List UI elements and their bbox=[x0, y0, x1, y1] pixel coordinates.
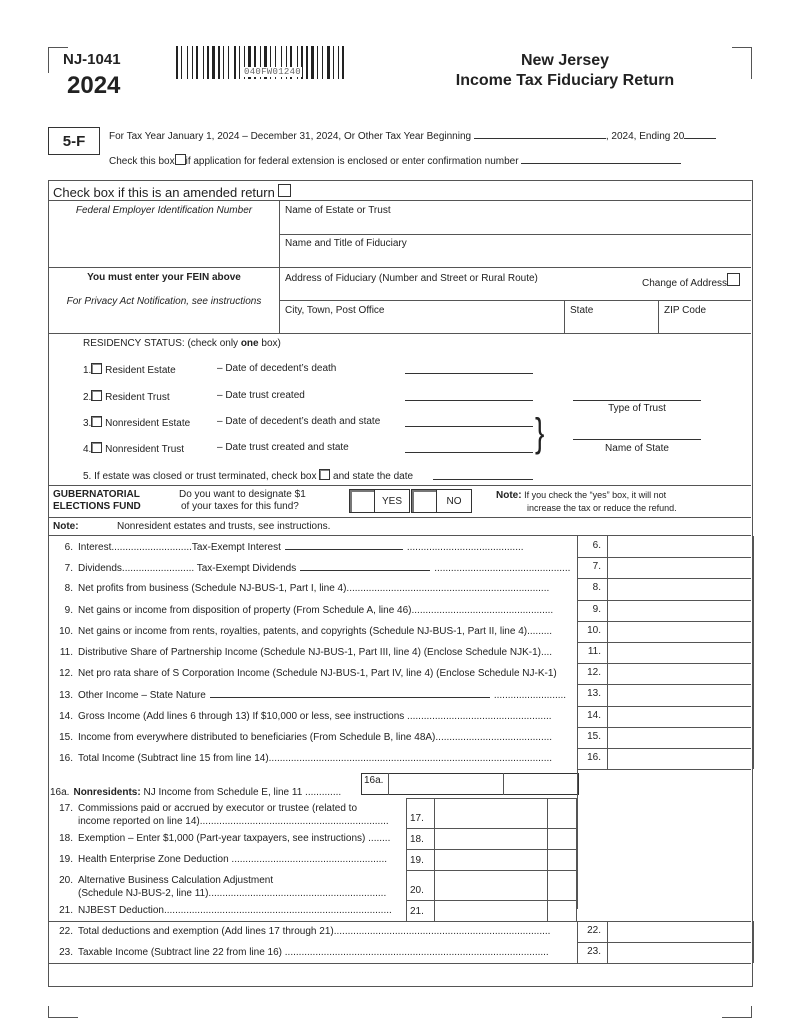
line-number: 9. bbox=[64, 604, 73, 616]
note-line2: increase the tax or reduce the refund. bbox=[527, 503, 677, 513]
beginning-date-field[interactable] bbox=[474, 130, 606, 139]
line-number-box: 15. bbox=[587, 730, 601, 742]
line-number-box: 19. bbox=[410, 855, 424, 866]
estate-name-input[interactable] bbox=[285, 217, 745, 233]
tax-year-text: For Tax Year January 1, 2024 – December 31, 2024, Or Other Tax Year Beginning bbox=[109, 131, 472, 142]
line-19-dollars-input[interactable] bbox=[436, 850, 545, 869]
resident-trust-checkbox[interactable] bbox=[91, 390, 102, 401]
leader-dots: .......................................... bbox=[406, 542, 524, 553]
deduction-line-18 bbox=[53, 832, 390, 845]
divider bbox=[547, 870, 548, 900]
line-18-cents-input[interactable] bbox=[549, 829, 574, 848]
line-13-inline-field[interactable] bbox=[210, 689, 490, 698]
decedent-death-date-field[interactable] bbox=[405, 373, 533, 374]
line-description: NJBEST Deduction.................................................................................. bbox=[78, 905, 392, 916]
line-17-cents-input[interactable] bbox=[549, 799, 574, 827]
extension-checkbox[interactable] bbox=[175, 154, 186, 165]
divider bbox=[434, 849, 435, 870]
line-description: Income from everywhere distributed to beneficiaries (From Schedule B, line 48A).......................................... bbox=[78, 731, 553, 743]
line-description: Net gains or income from rents, royalties, patents, and copyrights (Schedule NJ-BUS-1, Part II, line 4)......... bbox=[78, 625, 553, 637]
amended-return-row bbox=[53, 184, 291, 200]
line-description: Alternative Business Calculation Adjustment bbox=[78, 875, 274, 886]
line-description: Commissions paid or accrued by executor or trustee (related to bbox=[78, 803, 358, 814]
line-description: Total deductions and exemption (Add lines 17 through 21).............................................................................. bbox=[78, 926, 551, 937]
line-number: 7. bbox=[64, 563, 73, 575]
line-11-cents-input[interactable] bbox=[755, 643, 779, 662]
fiduciary-name-label: Name and Title of Fiduciary bbox=[285, 238, 407, 249]
gubernatorial-question bbox=[179, 489, 306, 513]
divider bbox=[406, 828, 407, 849]
corner-mark-bottom-right bbox=[722, 1006, 752, 1018]
line-number-box: 22. bbox=[587, 925, 601, 936]
form-title: Income Tax Fiduciary Return bbox=[455, 72, 675, 89]
note-label: Note: bbox=[53, 521, 79, 532]
line-12-cents-input[interactable] bbox=[755, 664, 779, 683]
line-7-dollars-input[interactable] bbox=[609, 558, 751, 577]
line-number: 15. bbox=[59, 731, 73, 743]
option-3-desc: – Date of decedent’s death and state bbox=[217, 416, 381, 427]
line-number-box: 14. bbox=[587, 709, 601, 721]
confirmation-number-field[interactable] bbox=[521, 155, 681, 164]
line-number-box: 18. bbox=[410, 834, 424, 845]
closed-suffix: and state the date bbox=[333, 471, 414, 482]
line-10-dollars-input[interactable] bbox=[609, 622, 751, 641]
line-number-box: 21. bbox=[410, 906, 424, 917]
nonresidents-label: Nonresidents: bbox=[73, 787, 141, 798]
yes-label: YES bbox=[381, 495, 402, 507]
option-2-desc: – Date trust created bbox=[217, 390, 305, 401]
trust-created-state-field[interactable] bbox=[405, 452, 533, 453]
option-number: 1. bbox=[83, 365, 92, 376]
line-23-dollars-input[interactable] bbox=[609, 943, 751, 962]
deduction-line-17 bbox=[53, 802, 389, 828]
divider bbox=[434, 798, 435, 828]
divider bbox=[547, 798, 548, 828]
line-number: 12. bbox=[59, 668, 73, 680]
income-line-16 bbox=[53, 753, 573, 764]
income-line-12 bbox=[53, 668, 573, 679]
income-line-9 bbox=[53, 605, 573, 616]
divider bbox=[753, 536, 754, 557]
residency-heading bbox=[83, 338, 281, 349]
tax-year-mid: , 2024, Ending 20 bbox=[605, 131, 685, 142]
trust-created-date-field[interactable] bbox=[405, 400, 533, 401]
divider bbox=[406, 828, 576, 829]
line-15-dollars-input[interactable] bbox=[609, 728, 751, 747]
line-description: NJ Income from Schedule E, line 11 ............. bbox=[143, 787, 342, 798]
option-4-desc: – Date trust created and state bbox=[217, 442, 349, 453]
brace-icon: } bbox=[535, 411, 545, 455]
closed-date-field[interactable] bbox=[433, 479, 533, 480]
divider bbox=[406, 870, 576, 871]
gubernatorial-label-line2: ELECTIONS FUND bbox=[53, 501, 141, 512]
extension-prefix: Check this box bbox=[109, 156, 175, 167]
line-18-dollars-input[interactable] bbox=[436, 829, 545, 848]
line-description: Distributive Share of Partnership Income (Schedule NJ-BUS-1, Part III, line 4) (Enclose Schedule NJK-1).... bbox=[78, 647, 553, 658]
resident-estate-checkbox[interactable] bbox=[91, 363, 102, 374]
line-16a bbox=[50, 787, 341, 798]
income-line-6 bbox=[53, 541, 573, 553]
gubernatorial-note bbox=[496, 489, 677, 514]
divider bbox=[607, 557, 608, 578]
form-code-box: 5-F bbox=[48, 127, 100, 155]
divider bbox=[547, 900, 548, 921]
divider bbox=[577, 769, 578, 909]
corner-mark-top-right bbox=[732, 47, 752, 79]
line-number: 10. bbox=[59, 625, 73, 637]
line-description: Total Income (Subtract line 15 from line 14)...................................................................................................... bbox=[78, 753, 553, 764]
line-9-cents-input[interactable] bbox=[755, 601, 779, 620]
residency-heading-bold: one bbox=[240, 338, 259, 349]
corner-mark-bottom-left bbox=[48, 1006, 78, 1018]
total-line-23 bbox=[53, 947, 573, 958]
divider bbox=[406, 849, 407, 870]
residency-option-2 bbox=[83, 390, 170, 403]
divider bbox=[753, 557, 754, 578]
divider bbox=[547, 828, 548, 849]
deduction-line-21 bbox=[53, 904, 392, 917]
line-22-cents-input[interactable] bbox=[755, 922, 779, 941]
line-20-dollars-input[interactable] bbox=[436, 871, 545, 899]
barcode-text: 040FW01240 bbox=[244, 67, 302, 77]
line-description: Taxable Income (Subtract line 22 from line 16) ............................................................................................... bbox=[78, 947, 549, 958]
extension-line bbox=[109, 154, 681, 167]
amended-checkbox[interactable] bbox=[278, 184, 291, 197]
divider bbox=[406, 798, 407, 828]
divider bbox=[607, 578, 608, 599]
divider bbox=[607, 600, 608, 621]
divider bbox=[753, 578, 754, 599]
line-number: 16. bbox=[59, 753, 73, 764]
line-17-dollars-input[interactable] bbox=[436, 799, 545, 827]
option-number: 4. bbox=[83, 444, 92, 455]
line-15-cents-input[interactable] bbox=[755, 728, 779, 747]
residency-option-1 bbox=[83, 363, 176, 376]
income-line-14 bbox=[53, 711, 573, 722]
divider bbox=[607, 642, 608, 663]
fiduciary-name-input[interactable] bbox=[285, 251, 745, 267]
divider bbox=[753, 706, 754, 727]
line-number-box: 8. bbox=[592, 582, 601, 594]
ending-year-field[interactable] bbox=[684, 130, 716, 139]
line-14-cents-input[interactable] bbox=[755, 707, 779, 726]
divider bbox=[753, 684, 754, 705]
name-of-state-field[interactable] bbox=[573, 439, 701, 440]
line-22-dollars-input[interactable] bbox=[609, 922, 751, 941]
line-16a-cents-input[interactable] bbox=[505, 775, 531, 793]
divider bbox=[607, 684, 608, 705]
line-description: Dividends.......................... Tax-Exempt Dividends bbox=[78, 563, 297, 575]
divider bbox=[576, 828, 577, 849]
residency-option-3 bbox=[83, 416, 190, 429]
line-description: Net profits from business (Schedule NJ-BUS-1, Part I, line 4)......................................................................... bbox=[78, 583, 550, 595]
question-line2: of your taxes for this fund? bbox=[181, 501, 299, 512]
change-of-address-label: Change of Address bbox=[642, 278, 728, 289]
line-6-inline-field[interactable] bbox=[285, 541, 403, 550]
line-7-inline-field[interactable] bbox=[300, 562, 430, 571]
line-number: 8. bbox=[64, 583, 73, 595]
note-bold: Note: bbox=[496, 490, 522, 501]
line-number: 17. bbox=[59, 803, 73, 814]
total-line-22 bbox=[53, 926, 573, 937]
line-number: 16a. bbox=[50, 787, 70, 798]
line-16-cents-input[interactable] bbox=[755, 749, 779, 768]
divider bbox=[577, 769, 751, 770]
closed-prefix: 5. If estate was closed or trust terminated, check box bbox=[83, 471, 317, 482]
line-14-dollars-input[interactable] bbox=[609, 707, 751, 726]
line-number: 18. bbox=[59, 833, 73, 844]
income-line-10 bbox=[53, 626, 573, 637]
divider bbox=[49, 963, 751, 964]
divider bbox=[576, 870, 577, 900]
gubernatorial-label bbox=[53, 489, 141, 513]
option-number: 2. bbox=[83, 392, 92, 403]
line-23-cents-input[interactable] bbox=[755, 943, 779, 962]
leader-dots: ................................................. bbox=[434, 563, 571, 575]
yes-checkbox[interactable] bbox=[349, 489, 375, 513]
line-number-box: 9. bbox=[592, 603, 601, 615]
change-of-address bbox=[642, 273, 740, 289]
nonresident-trust-checkbox[interactable] bbox=[91, 442, 102, 453]
line-9-dollars-input[interactable] bbox=[609, 601, 751, 620]
divider bbox=[576, 849, 577, 870]
divider bbox=[753, 600, 754, 621]
form-year: 2024 bbox=[67, 72, 121, 99]
line-number-box: 20. bbox=[410, 885, 424, 896]
fein-required-note: You must enter your FEIN above bbox=[87, 272, 241, 283]
line-13-cents-input[interactable] bbox=[755, 685, 779, 704]
option-number: 3. bbox=[83, 418, 92, 429]
line-number: 19. bbox=[59, 854, 73, 865]
line-description: Gross Income (Add lines 6 through 13) If $10,000 or less, see instructions .................................................... bbox=[78, 710, 552, 722]
line-number: 13. bbox=[59, 690, 73, 702]
line-8-dollars-input[interactable] bbox=[609, 579, 751, 598]
line-description: Other Income – State Nature bbox=[78, 690, 206, 702]
line-number-box: 10. bbox=[587, 624, 601, 636]
line-description: Net gains or income from disposition of property (From Schedule A, line 46)................................................... bbox=[78, 604, 554, 616]
line-7-cents-input[interactable] bbox=[755, 558, 779, 577]
closed-terminated-checkbox[interactable] bbox=[319, 469, 330, 480]
income-line-15 bbox=[53, 732, 573, 743]
line-16-dollars-input[interactable] bbox=[609, 749, 751, 768]
divider bbox=[547, 849, 548, 870]
line-number: 23. bbox=[59, 947, 73, 958]
line-number-box: 16. bbox=[587, 752, 601, 763]
divider bbox=[753, 663, 754, 684]
option-label: Nonresident Estate bbox=[105, 418, 191, 429]
line-number: 22. bbox=[59, 926, 73, 937]
line-number-box: 11. bbox=[587, 646, 601, 657]
line-21-dollars-input[interactable] bbox=[436, 901, 545, 920]
extension-suffix: if application for federal extension is enclosed or enter confirmation number bbox=[185, 156, 519, 167]
divider bbox=[753, 942, 754, 963]
tax-year-line bbox=[109, 130, 716, 142]
divider bbox=[753, 727, 754, 748]
yes-label-box bbox=[374, 489, 410, 513]
line-description: Health Enterprise Zone Deduction ........................................................ bbox=[78, 854, 388, 865]
line-11-dollars-input[interactable] bbox=[609, 643, 751, 662]
no-checkbox[interactable] bbox=[411, 489, 437, 513]
line-16a-dollars-input[interactable] bbox=[390, 775, 502, 793]
line-number-box: 7. bbox=[592, 561, 601, 573]
line-number-box: 17. bbox=[410, 813, 424, 824]
income-line-11 bbox=[53, 647, 573, 658]
fein-label: Federal Employer Identification Number bbox=[75, 205, 253, 216]
divider bbox=[434, 900, 435, 921]
form-title-state: New Jersey bbox=[520, 52, 610, 69]
estate-name-label: Name of Estate or Trust bbox=[285, 205, 391, 216]
divider bbox=[576, 900, 577, 921]
line-description: Interest.............................Tax-Exempt Interest bbox=[78, 542, 281, 553]
income-line-8 bbox=[53, 583, 573, 594]
divider bbox=[503, 773, 504, 795]
line-description: Exemption – Enter $1,000 (Part-year taxpayers, see instructions) ........ bbox=[78, 833, 391, 844]
divider bbox=[434, 828, 435, 849]
option-label: Nonresident Trust bbox=[105, 444, 185, 455]
type-of-trust-label: Type of Trust bbox=[608, 403, 666, 414]
residency-heading-prefix: RESIDENCY STATUS: (check only bbox=[83, 338, 241, 349]
divider bbox=[406, 798, 576, 799]
divider bbox=[753, 642, 754, 663]
line-number-box: 16a. bbox=[364, 775, 384, 786]
no-label: NO bbox=[446, 495, 462, 507]
line-20-cents-input[interactable] bbox=[549, 871, 574, 899]
line-number: 6. bbox=[64, 542, 73, 553]
divider bbox=[406, 870, 407, 900]
name-of-state-label: Name of State bbox=[605, 443, 669, 454]
divider bbox=[753, 921, 754, 942]
note-line1: If you check the “yes” box, it will not bbox=[524, 490, 667, 500]
line-description-cont: (Schedule NJ-BUS-2, line 11)................................................................ bbox=[78, 888, 387, 899]
deduction-line-19 bbox=[53, 853, 387, 866]
change-of-address-checkbox[interactable] bbox=[727, 273, 740, 286]
divider bbox=[607, 748, 608, 769]
fein-input[interactable] bbox=[53, 221, 275, 261]
divider bbox=[753, 748, 754, 769]
divider bbox=[607, 536, 608, 557]
gubernatorial-label-line1: GUBERNATORIAL bbox=[53, 489, 140, 500]
divider bbox=[607, 942, 608, 963]
line-10-cents-input[interactable] bbox=[755, 622, 779, 641]
line-6-cents-input[interactable] bbox=[755, 537, 779, 556]
divider bbox=[607, 663, 608, 684]
question-line1: Do you want to designate $1 bbox=[179, 489, 306, 500]
divider bbox=[607, 621, 608, 642]
option-label: Resident Estate bbox=[105, 365, 176, 376]
decedent-death-state-field[interactable] bbox=[405, 426, 533, 427]
divider bbox=[607, 727, 608, 748]
zip-label: ZIP Code bbox=[664, 305, 707, 316]
residency-heading-suffix: box) bbox=[258, 338, 281, 349]
option-1-desc: – Date of decedent’s death bbox=[217, 363, 337, 374]
line-8-cents-input[interactable] bbox=[755, 579, 779, 598]
nonresident-estate-checkbox[interactable] bbox=[91, 416, 102, 427]
deduction-line-20 bbox=[53, 874, 386, 900]
line-number-box: 13. bbox=[587, 688, 601, 700]
divider bbox=[406, 900, 576, 901]
line-21-cents-input[interactable] bbox=[549, 901, 574, 920]
line-number: 21. bbox=[59, 905, 73, 916]
note-text: Nonresident estates and trusts, see instructions. bbox=[117, 521, 331, 532]
line-number: 14. bbox=[59, 710, 73, 722]
form-id: NJ-1041 bbox=[63, 51, 121, 68]
form-body bbox=[48, 180, 753, 987]
type-of-trust-field[interactable] bbox=[573, 400, 701, 401]
divider bbox=[388, 773, 389, 795]
divider bbox=[607, 706, 608, 727]
divider bbox=[434, 870, 435, 900]
state-label: State bbox=[570, 305, 594, 316]
line-12-dollars-input[interactable] bbox=[609, 664, 751, 683]
divider bbox=[49, 921, 751, 922]
city-label: City, Town, Post Office bbox=[285, 305, 385, 316]
no-label-box bbox=[436, 489, 472, 513]
residency-option-4 bbox=[83, 442, 184, 455]
leader-dots: .......................... bbox=[493, 690, 567, 702]
line-number-box: 12. bbox=[587, 667, 601, 679]
line-number: 20. bbox=[59, 875, 73, 886]
divider bbox=[607, 921, 608, 942]
divider bbox=[576, 798, 577, 828]
line-description: Net pro rata share of S Corporation Income (Schedule NJ-BUS-1, Part IV, line 4) (Enclose Schedule NJ-K-1) bbox=[78, 668, 557, 680]
line-6-dollars-input[interactable] bbox=[609, 537, 751, 556]
divider bbox=[406, 900, 407, 921]
address-label: Address of Fiduciary (Number and Street or Rural Route) bbox=[285, 273, 538, 284]
line-description-cont: income reported on line 14).................................................................... bbox=[78, 816, 389, 827]
income-line-13 bbox=[53, 689, 573, 701]
divider bbox=[406, 849, 576, 850]
line-number: 11. bbox=[59, 647, 73, 658]
option-label: Resident Trust bbox=[105, 392, 170, 403]
line-19-cents-input[interactable] bbox=[549, 850, 574, 869]
line-number-box: 23. bbox=[587, 946, 601, 957]
income-line-7 bbox=[53, 562, 573, 574]
line-number-box: 6. bbox=[592, 540, 601, 551]
closed-terminated-row bbox=[83, 469, 413, 482]
privacy-note: For Privacy Act Notification, see instructions bbox=[66, 296, 262, 307]
line-13-dollars-input[interactable] bbox=[609, 685, 751, 704]
divider bbox=[753, 621, 754, 642]
amended-label: Check box if this is an amended return bbox=[53, 185, 275, 200]
